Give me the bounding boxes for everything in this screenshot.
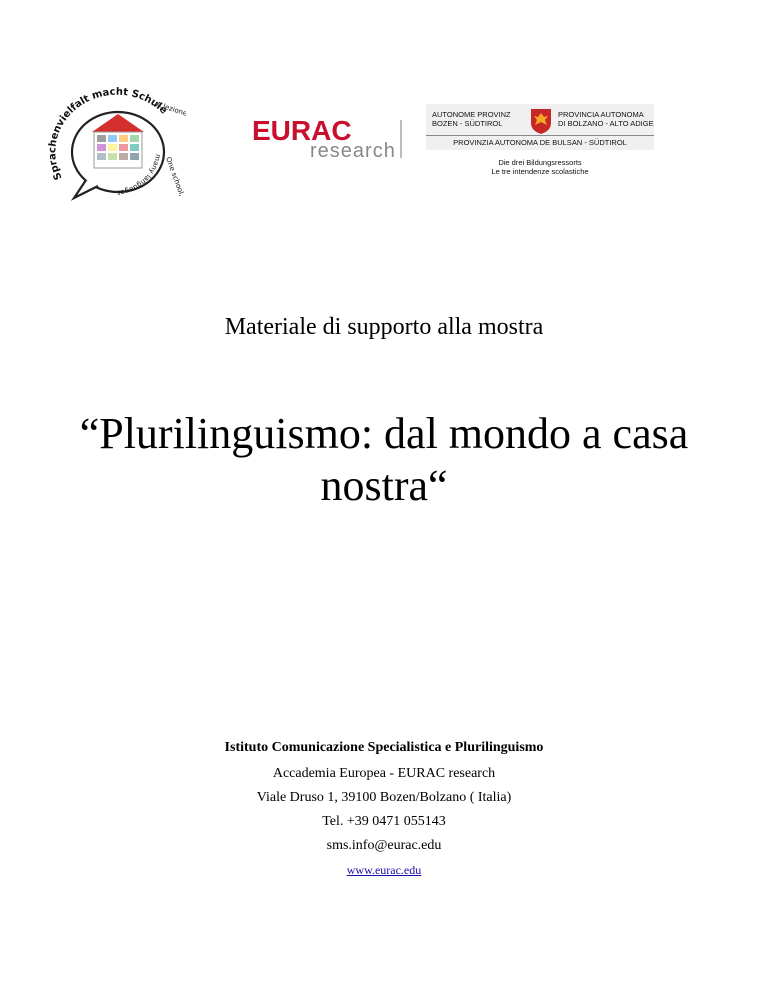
website-link[interactable]: www.eurac.edu (346, 863, 422, 877)
eurac-research-logo (248, 116, 406, 162)
province-left-text: AUTONOME PROVINZ BOZEN - SÜDTIROL (432, 110, 511, 128)
school-logo-bottom-text: many languages (116, 153, 163, 198)
document-subtitle: Materiale di supporto alla mostra (224, 314, 544, 340)
school-logo-side-text: One school, (164, 155, 186, 198)
province-logo (426, 104, 654, 176)
address: Viale Druso 1, 39100 Bozen/Bolzano ( Italia) (256, 790, 512, 805)
province-ladin-text: PROVINZIA AUTONOMA DE BULSAN - SÜDTIROL (453, 138, 627, 147)
speech-bubble-house-icon (44, 86, 186, 204)
document-title: “Plurilinguismo: dal mondo a casa nostra“ (79, 409, 689, 510)
institute-name: Istituto Comunicazione Specialistica e Plurilinguismo (224, 740, 544, 755)
province-divider (426, 135, 654, 136)
eagle-crest-icon (529, 107, 553, 135)
eurac-logo-divider (400, 120, 402, 158)
province-right-text: PROVINCIA AUTONOMA DI BOLZANO - ALTO ADIGE (558, 110, 654, 128)
academy-name: Accademia Europea - EURAC research (272, 766, 496, 781)
eurac-logo-name: EURAC (252, 115, 352, 146)
email: sms.info@eurac.edu (326, 838, 442, 853)
phone: Tel. +39 0471 055143 (322, 814, 446, 829)
eurac-logo-tagline: research (310, 140, 396, 162)
school-project-logo (44, 86, 186, 204)
school-logo-right-text: A lezione (155, 100, 186, 118)
province-subtitle: Die drei Bildungsressorts Le tre intendenze scolastiche (491, 158, 589, 176)
contact-block (0, 736, 768, 882)
school-logo-top-text: Sprachenvielfalt macht Schule (47, 86, 170, 182)
